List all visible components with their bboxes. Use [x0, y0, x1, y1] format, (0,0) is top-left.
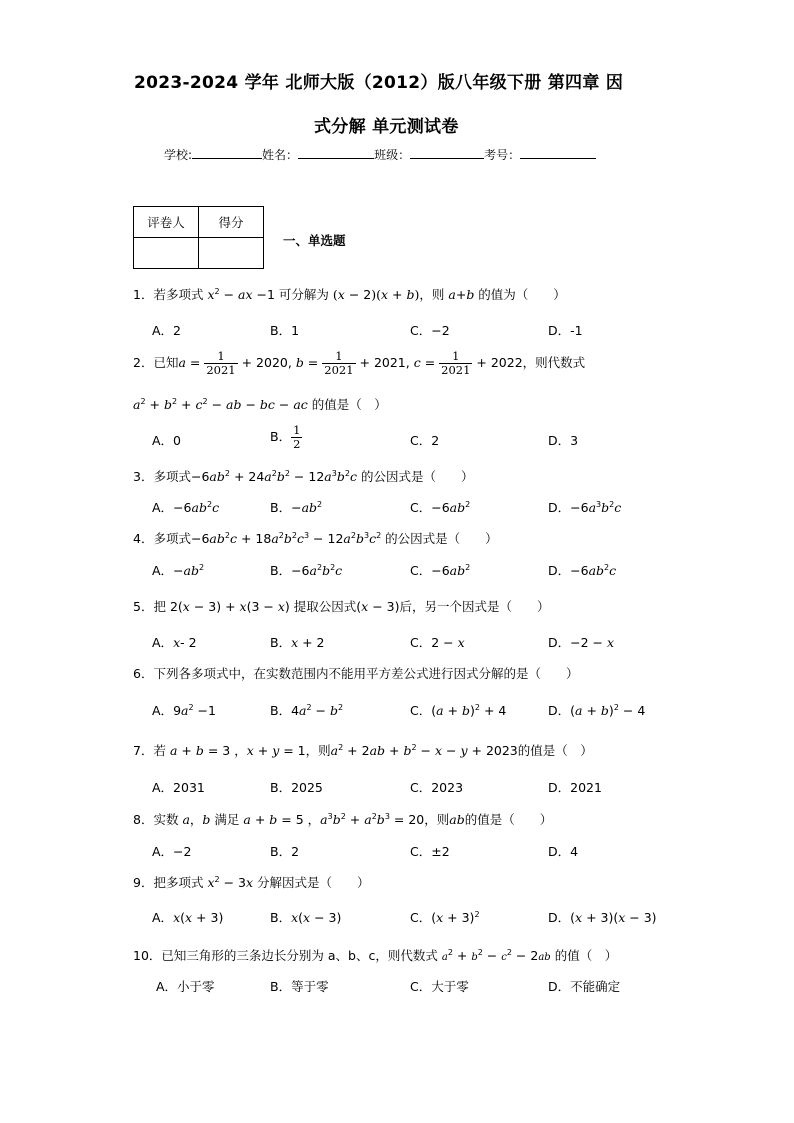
school-label: 学校:: [164, 148, 193, 162]
section-heading: 一、单选题: [283, 233, 346, 248]
name-label: 姓名：: [262, 148, 299, 162]
score-header: 得分: [199, 207, 264, 238]
q6-option-c[interactable]: C．$(a + b)^2 + 4$: [410, 703, 507, 718]
school-field[interactable]: [192, 146, 262, 159]
q5-option-c[interactable]: C．2 − x: [410, 635, 465, 650]
student-info-line: [164, 146, 596, 163]
q3-option-c[interactable]: C．$-6ab^2$: [410, 500, 471, 515]
q9-option-d[interactable]: D．(x + 3)(x − 3): [548, 910, 657, 925]
class-label: 班级：: [374, 148, 411, 162]
q1-option-c[interactable]: C．−2: [410, 323, 450, 338]
q5-option-b[interactable]: B．x + 2: [270, 635, 325, 650]
question-2-line2: $a^2 + b^2 + c^2$ − ab − bc − ac 的值是（ ）: [133, 397, 387, 412]
q4-option-d[interactable]: D．$-6ab^2c$: [548, 563, 617, 578]
q7-option-c[interactable]: C．2023: [410, 780, 464, 795]
q10-option-d[interactable]: D．不能确定: [548, 979, 621, 994]
q9-option-a[interactable]: A．x(x + 3): [152, 910, 224, 925]
q4-option-b[interactable]: B．$-6a^2b^2c$: [270, 563, 343, 578]
q2-option-d[interactable]: D．3: [548, 433, 579, 448]
question-8: 8．实数 a，b 满足 a + b = 5 ，$a^3b^2 + a^2b^3 = 20$，则ab的值是（ ）: [133, 812, 553, 827]
score-table: [133, 206, 264, 269]
page-title-line1: 2023-2024 学年 北师大版（2012）版八年级下册 第四章 因: [134, 73, 624, 93]
fraction-half: $\frac{1}{2}$: [293, 423, 301, 451]
class-field[interactable]: [410, 146, 484, 159]
q8-option-c[interactable]: C．±2: [410, 844, 450, 859]
q6-option-b[interactable]: B．$4a^2 - b^2$: [270, 703, 344, 718]
q7-option-a[interactable]: A．2031: [152, 780, 205, 795]
page-title-line2: 式分解 单元测试卷: [314, 117, 459, 137]
q6-option-a[interactable]: A．$9a^2 -1$: [152, 703, 216, 718]
fraction: $\frac{1}{2021}$: [441, 349, 471, 377]
name-field[interactable]: [298, 146, 374, 159]
number-field[interactable]: [520, 146, 596, 159]
q2-option-a[interactable]: A．0: [152, 433, 182, 448]
question-9: 9．把多项式 $x^2 - 3x$ 分解因式是（ ）: [133, 875, 370, 890]
q3-option-b[interactable]: B．$-ab^2$: [270, 500, 323, 515]
q6-option-d[interactable]: D．$(a + b)^2 - 4$: [548, 703, 646, 718]
q2-option-b[interactable]: B． $\frac{1}{2}$: [270, 423, 301, 451]
q10-option-c[interactable]: C．大于零: [410, 979, 469, 994]
q1-option-b[interactable]: B．1: [270, 323, 300, 338]
grader-cell[interactable]: [134, 238, 199, 269]
fraction: $\frac{1}{2021}$: [324, 349, 354, 377]
q7-option-d[interactable]: D．2021: [548, 780, 602, 795]
q9-option-b[interactable]: B．x(x − 3): [270, 910, 342, 925]
q4-option-c[interactable]: C．$-6ab^2$: [410, 563, 471, 578]
q1-option-d[interactable]: D．-1: [548, 323, 583, 338]
question-5: 5．把 2(x − 3) + x(3 − x) 提取公因式(x − 3)后，另一个因式是（ ）: [133, 599, 550, 614]
q3-option-d[interactable]: D．$-6a^3b^2c$: [548, 500, 622, 515]
grader-header: 评卷人: [134, 207, 199, 238]
q8-option-d[interactable]: D．4: [548, 844, 579, 859]
q10-option-a[interactable]: A．小于零: [156, 979, 215, 994]
q5-option-a[interactable]: A．x- 2: [152, 635, 197, 650]
number-label: 考号：: [484, 148, 521, 162]
q10-option-b[interactable]: B．等于零: [270, 979, 329, 994]
question-2: 2．已知a = $\frac{1}{2021}$ + 2020, b = $\frac{1}{2021}$ + 2021, c = $\frac{1}{2021}$ + 2022，则代数式: [133, 349, 586, 377]
question-6: 6．下列各多项式中，在实数范围内不能用平方差公式进行因式分解的是（ ）: [133, 666, 579, 681]
q5-option-d[interactable]: D．−2 − x: [548, 635, 615, 650]
q8-option-a[interactable]: A．−2: [152, 844, 192, 859]
fraction: $\frac{1}{2021}$: [206, 349, 236, 377]
question-7: 7．若 a + b = 3 ，x + y = 1，则$a^2 + 2ab + b^2 - x - y + 2023$的值是（ ）: [133, 743, 593, 758]
q8-option-b[interactable]: B．2: [270, 844, 300, 859]
question-1: 1．若多项式 $x^2$ − ax −1 可分解为 (x − 2)(x + b)，则 a+b 的值为（ ）: [133, 287, 566, 302]
q2-option-c[interactable]: C．2: [410, 433, 440, 448]
q4-option-a[interactable]: A．$-ab^2$: [152, 563, 205, 578]
q7-option-b[interactable]: B．2025: [270, 780, 323, 795]
q1-option-a[interactable]: A．2: [152, 323, 182, 338]
q9-option-c[interactable]: C．$(x + 3)^2$: [410, 910, 480, 925]
score-cell[interactable]: [199, 238, 264, 269]
question-4: 4．多项式$-6ab^2c + 18a^2b^2c^3 - 12a^2b^3c^2$ 的公因式是（ ）: [133, 531, 498, 546]
q3-option-a[interactable]: A．$-6ab^2c$: [152, 500, 220, 515]
question-10: 10．已知三角形的三条边长分别为 a、b、c，则代数式 $a^2 + b^2 - c^2 - 2ab$ 的值（ ）: [133, 948, 618, 963]
question-3: 3．多项式$-6ab^2 + 24a^2b^2 - 12a^3b^2c$ 的公因式是（ ）: [133, 469, 474, 484]
